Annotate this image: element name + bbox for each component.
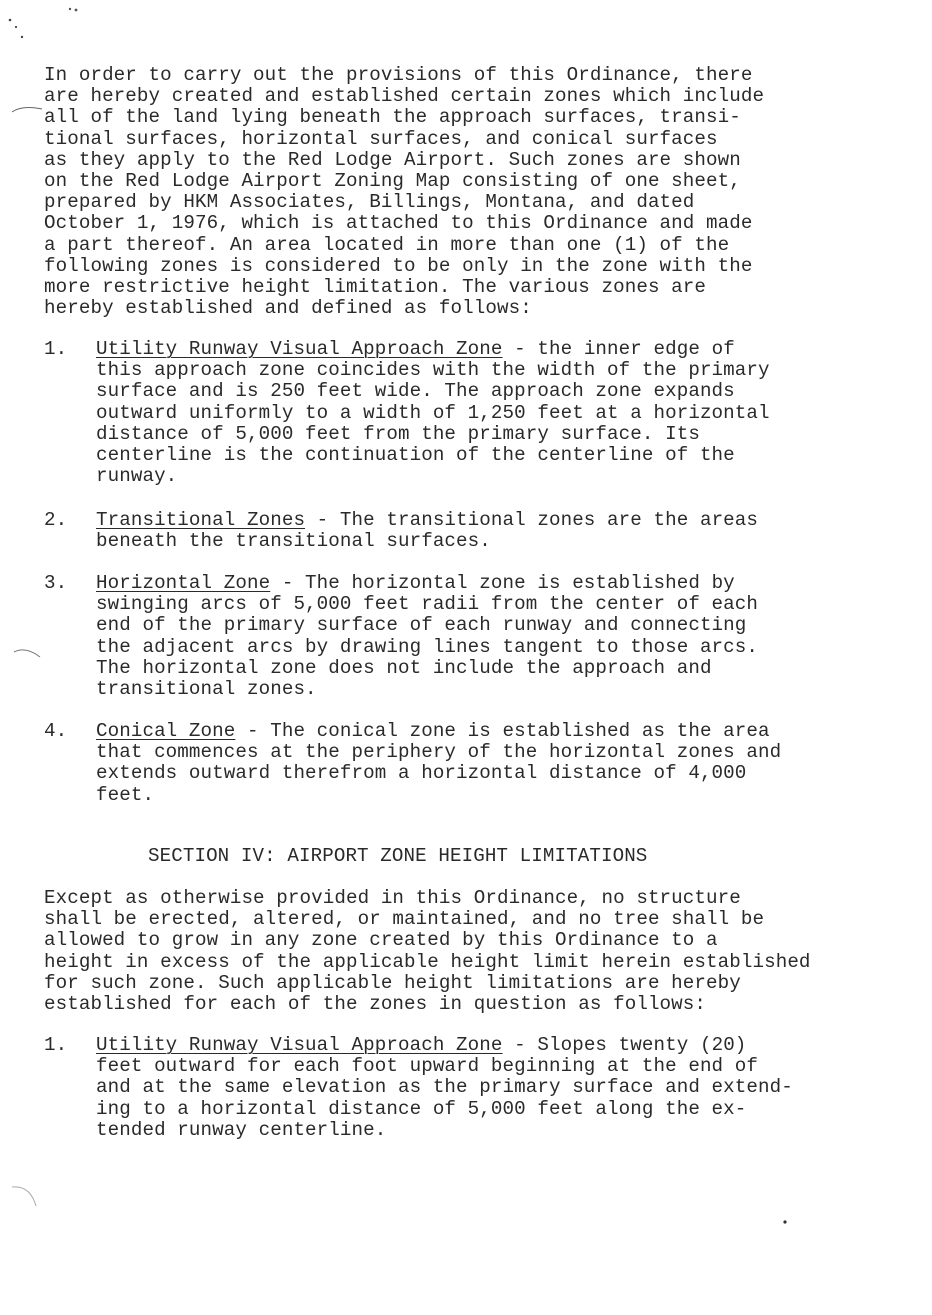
section-paragraph: Except as otherwise provided in this Ordinance, no structure shall be erected, altered, or maintained, and no tree shall be allowed to grow in any zone created by this Ordinance to a height in excess of the applicable height limit herein established for such zone. Such applicable height limitations are hereby established for each of the zones in question as follows: — [44, 887, 811, 1016]
zone-body — [96, 339, 896, 487]
intro-paragraph: In order to carry out the provisions of this Ordinance, there are hereby created and established certain zones which include all of the land lying beneath the approach surfaces, transi- tional surfaces, horizontal surfaces, and conical surfaces as they apply to the Red Lodge Airport. Such zones are shown on the Red Lodge Airport Zoning Map consisting of one sheet, prepared by HKM Associates, Billings, Montana, and dated October 1, 1976, which is attached to this Ordinance and made a part thereof. An area located in more than one (1) of the following zones is considered to be only in the zone with the more restrictive height limitation. The various zones are hereby established and defined as follows: — [44, 64, 765, 320]
zone-body — [96, 721, 896, 806]
zone-term: Transitional Zones — [96, 509, 306, 531]
zone-number: 3. — [44, 572, 68, 594]
zone-number: 2. — [44, 509, 68, 531]
limit-term: Utility Runway Visual Approach Zone — [96, 1034, 503, 1056]
zone-body — [96, 573, 896, 700]
zone-text: - The conical zone is established as the area that commences at the periphery of the horizontal zones and extends outward therefrom a horizontal distance of 4,000 feet. — [96, 720, 782, 806]
zone-term: Conical Zone — [96, 720, 236, 742]
zone-term: Horizontal Zone — [96, 572, 271, 594]
limit-text: - Slopes twenty (20) feet outward for each foot upward beginning at the end of and at the same elevation as the primary surface and extend- ing to a horizontal distance of 5,000 feet along the ex- tended runway centerline. — [96, 1034, 793, 1141]
limit-number: 1. — [44, 1034, 68, 1056]
limit-body — [96, 1035, 896, 1141]
zone-body — [96, 510, 896, 552]
zone-text: - The transitional zones are the areas beneath the transitional surfaces. — [96, 509, 759, 553]
zone-text: - The horizontal zone is established by swinging arcs of 5,000 feet radii from the center of each end of the primary surface of each runway and connecting the adjacent arcs by drawing lines tangent to those arcs. The horizontal zone does not include the approach and transitional zones. — [96, 572, 759, 701]
zone-term: Utility Runway Visual Approach Zone — [96, 338, 503, 360]
section-heading: SECTION IV: AIRPORT ZONE HEIGHT LIMITATIONS — [148, 845, 648, 867]
zone-number: 1. — [44, 338, 68, 360]
zone-text: - the inner edge of this approach zone coincides with the width of the primary surface and is 250 feet wide. The approach zone expands outward uniformly to a width of 1,250 feet at a horizontal distance of 5,000 feet from the primary surface. Its centerline is the continuation of the centerline of the runway. — [96, 338, 770, 488]
zone-number: 4. — [44, 720, 68, 742]
